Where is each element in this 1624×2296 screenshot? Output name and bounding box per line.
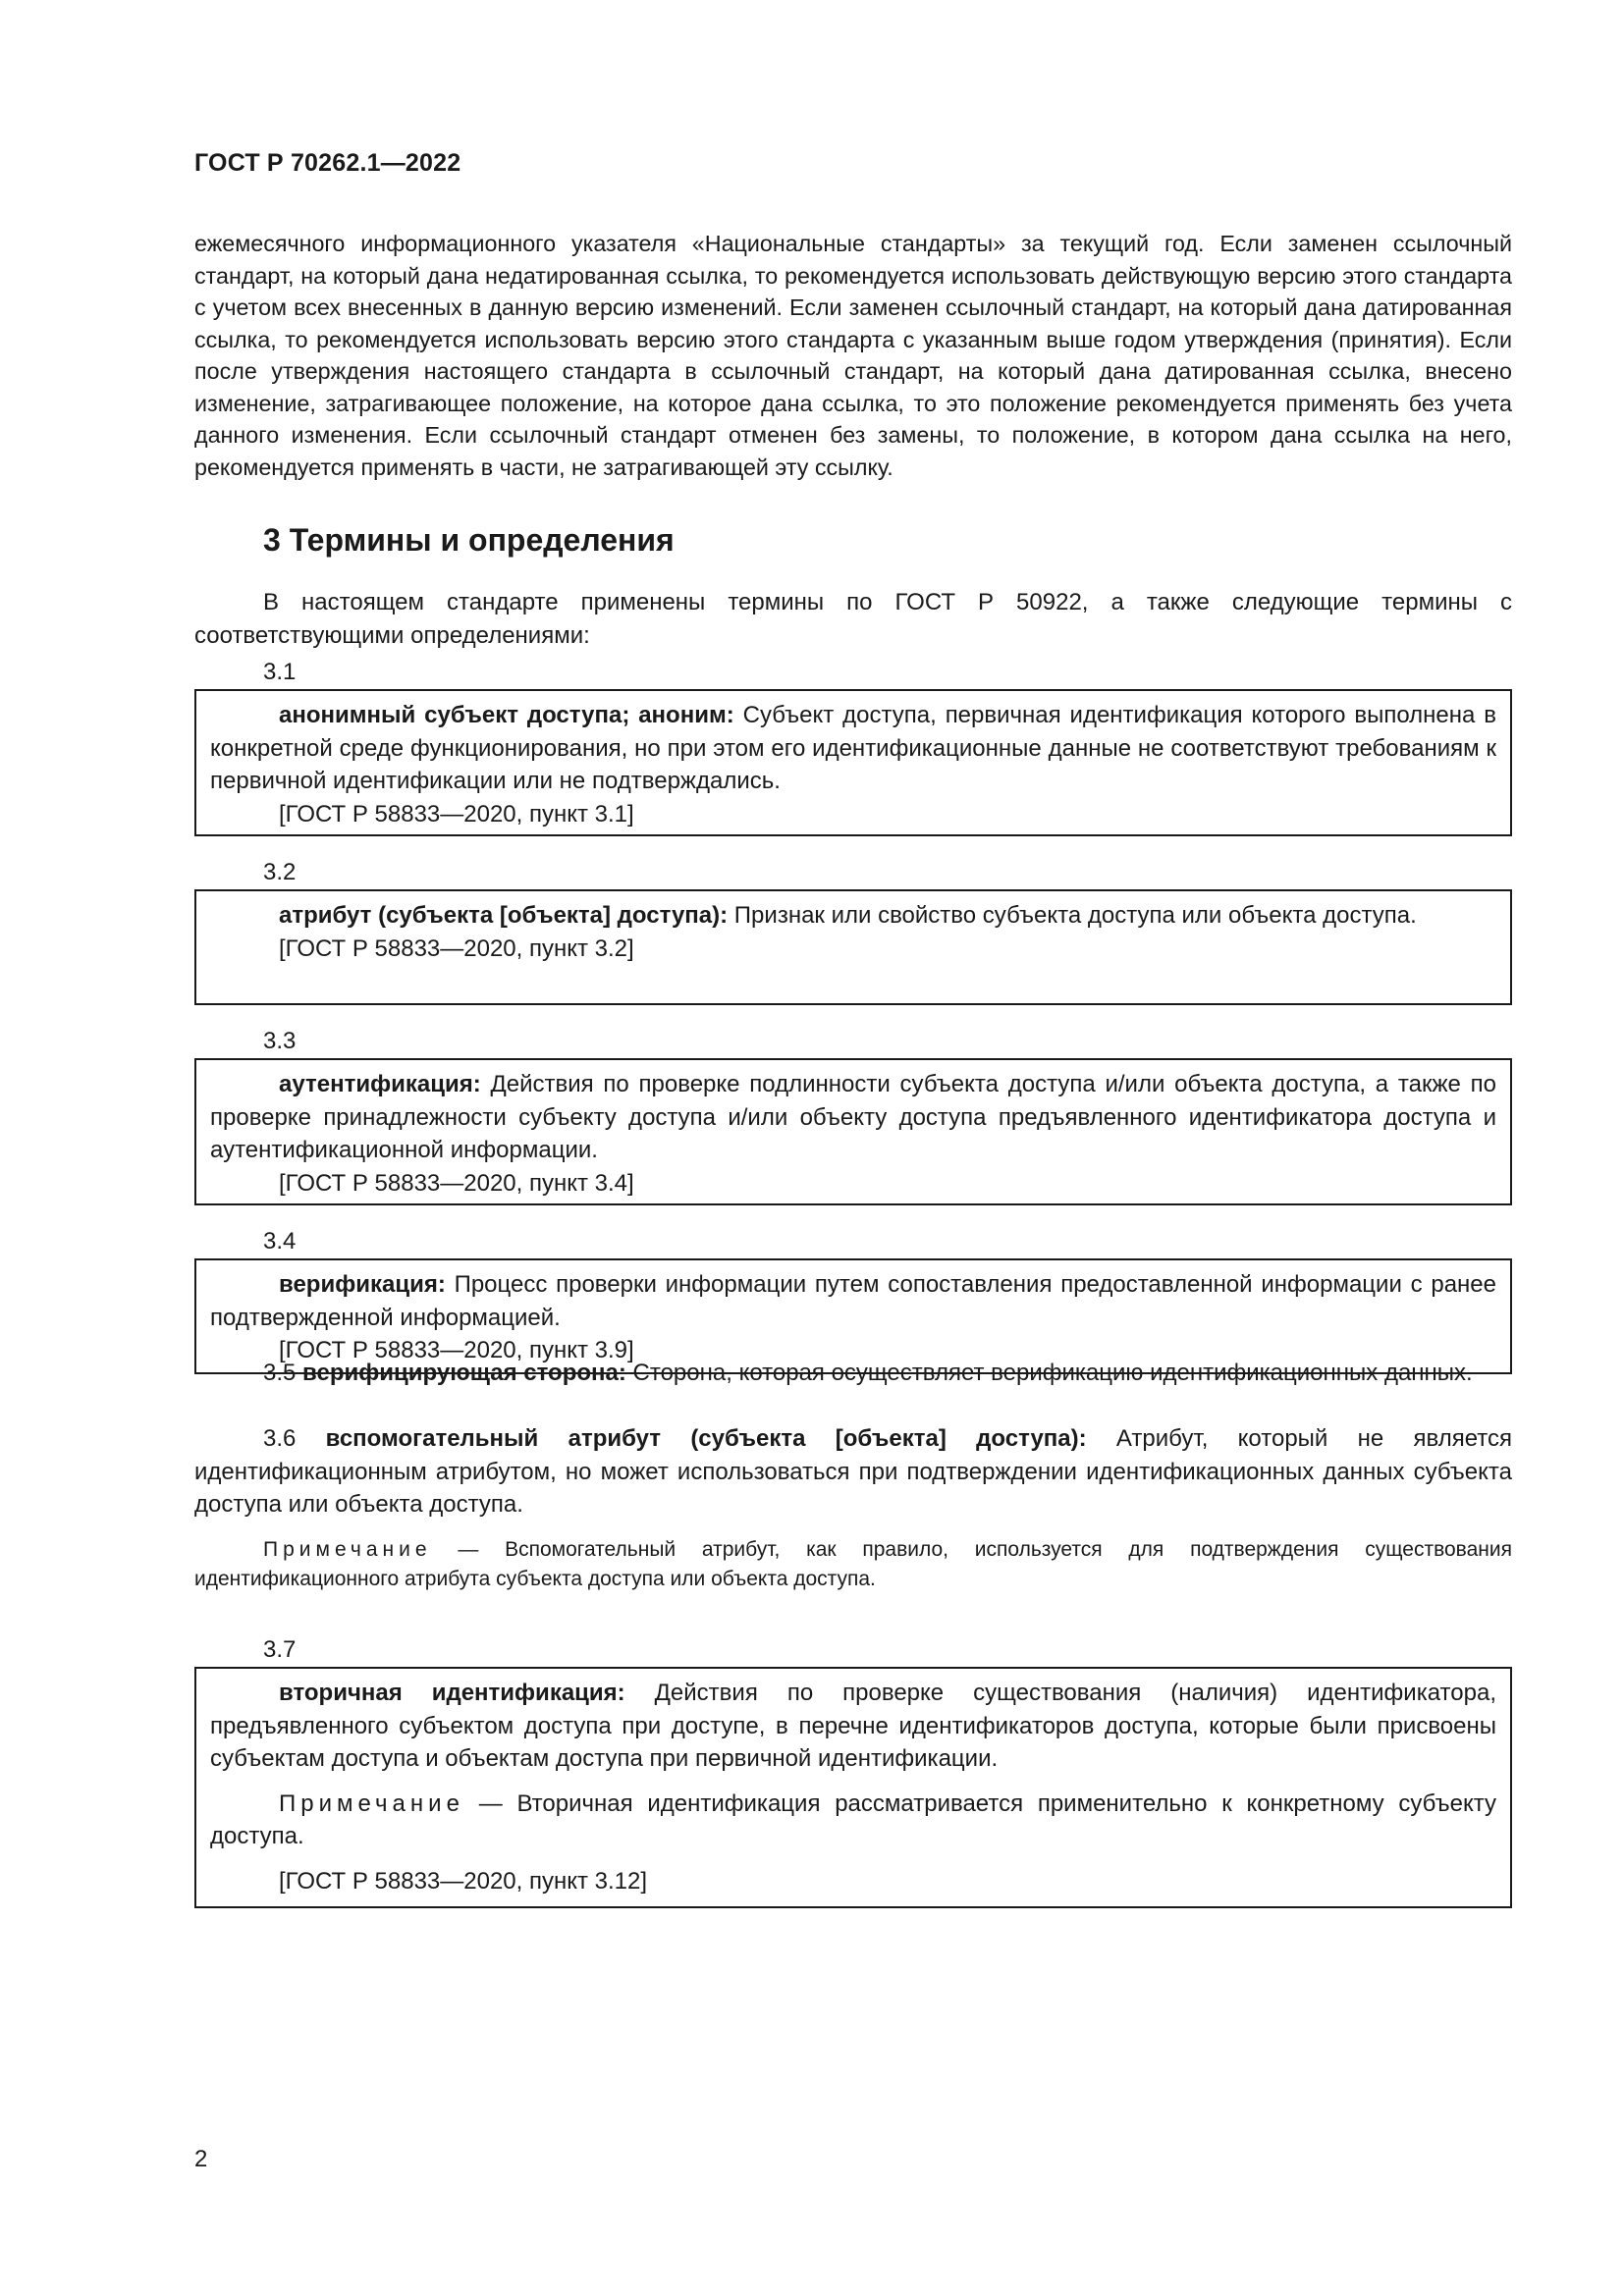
- document-header: ГОСТ Р 70262.1—2022: [194, 149, 461, 177]
- term-text: Атрибут, который не является идентификационным атрибутом, но может использоваться при подтверждении идентификационных данных субъекта доступа или объекта доступа.: [194, 1425, 1512, 1518]
- page-content: [194, 228, 1512, 1895]
- term-entry-3-6: [194, 1422, 1512, 1594]
- term-name: атрибут (субъекта [объекта] доступа):: [279, 902, 729, 929]
- term-reference: [ГОСТ Р 58833—2020, пункт 3.4]: [279, 1169, 634, 1197]
- term-number: 3.3: [263, 1028, 297, 1054]
- term-box: [194, 689, 1512, 836]
- term-name: верификация:: [279, 1271, 446, 1298]
- section-title: 3 Термины и определения: [263, 522, 675, 558]
- term-definition: [210, 1068, 1496, 1167]
- note-label: Примечание: [279, 1789, 464, 1817]
- term-name: анонимный субъект доступа; аноним:: [279, 702, 734, 728]
- term-text: Действия по проверке существования (наличия) идентификатора, предъявленного субъектом доступа при доступе, в перечне идентификаторов доступа, которые были присвоены субъектам доступа и объектам доступа при первичной идентификации.: [210, 1680, 1496, 1772]
- term-reference: [ГОСТ Р 58833—2020, пункт 3.12]: [279, 1867, 648, 1895]
- term-reference: [ГОСТ Р 58833—2020, пункт 3.1]: [279, 800, 634, 828]
- term-text: Признак или свойство субъекта доступа или объекта доступа.: [728, 902, 1417, 929]
- term-text: Процесс проверки информации путем сопоставления предоставленной информации с ранее подтвержденной информацией.: [210, 1271, 1496, 1331]
- term-definition: [210, 1677, 1496, 1776]
- term-box: [194, 1667, 1512, 1908]
- page-number: 2: [194, 2146, 208, 2172]
- section-lead: В настоящем стандарте применены термины по ГОСТ Р 50922, а также следующие термины с соответствующими определениями:: [194, 589, 1512, 649]
- term-note: [194, 1535, 1512, 1594]
- term-definition: [210, 899, 1496, 933]
- term-definition: [210, 699, 1496, 798]
- term-name: аутентификация:: [279, 1071, 481, 1097]
- term-reference: [ГОСТ Р 58833—2020, пункт 3.9]: [279, 1337, 634, 1363]
- note-text: — Вторичная идентификация рассматривается применительно к конкретному субъекту доступа.: [210, 1789, 1496, 1849]
- term-box: [194, 1058, 1512, 1205]
- term-definition: [194, 1357, 1512, 1390]
- intro-paragraph: ежемесячного информационного указателя «Национальные стандарты» за текущий год. Если заменен ссылочный стандарт, на который дана недатированная ссылка, то рекомендуется использовать действующую версию этого стандарта с учетом всех внесенных в данную версию изменений. Если заменен ссылочный стандарт, на который дана датированная ссылка, то рекомендуется использовать версию этого стандарта с указанным выше годом утверждения (принятия). Если после утверждения настоящего стандарта в ссылочный стандарт, на который дана датированная ссылка, внесено изменение, затрагивающее положение, на которое дана ссылка, то это положение рекомендуется применять без учета данного изменения. Если ссылочный стандарт отменен без замены, то положение, в котором дана ссылка на него, рекомендуется применять в части, не затрагивающей эту ссылку.: [194, 231, 1512, 480]
- term-text: Действия по проверке подлинности субъекта доступа и/или объекта доступа, а также по проверке принадлежности субъекту доступа и/или объекту доступа предъявленного идентификатора доступа и аутентификационной информации.: [210, 1071, 1496, 1163]
- term-entry-3-2: [194, 856, 1512, 1005]
- term-name: вспомогательный атрибут (субъекта [объекта] доступа):: [325, 1425, 1087, 1452]
- term-definition: [210, 1268, 1496, 1334]
- term-entry-3-3: [194, 1025, 1512, 1205]
- term-box: [194, 889, 1512, 1005]
- term-definition: [194, 1422, 1512, 1522]
- term-entry-3-1: [194, 656, 1512, 836]
- term-number: 3.2: [263, 859, 297, 885]
- term-number: 3.4: [263, 1228, 297, 1255]
- section-lead-block: [194, 586, 1512, 652]
- term-reference: [ГОСТ Р 58833—2020, пункт 3.2]: [279, 934, 634, 962]
- term-text: Субъект доступа, первичная идентификация которого выполнена в конкретной среде функционирования, но при этом его идентификационные данные не соответствуют требованиям к первичной идентификации или не подтверждались.: [210, 702, 1497, 794]
- term-name: вторичная идентификация:: [279, 1680, 625, 1706]
- term-entry-3-5: [194, 1357, 1512, 1390]
- term-text: Сторона, которая осуществляет верификацию идентификационных данных.: [625, 1360, 1473, 1386]
- term-number: 3.5: [263, 1360, 297, 1386]
- term-name: верифицирующая сторона:: [302, 1360, 626, 1386]
- term-number: 3.7: [263, 1636, 297, 1663]
- term-number: 3.1: [263, 659, 297, 685]
- note-text: — Вспомогательный атрибут, как правило, используется для подтверждения существования идентификационного атрибута субъекта доступа или объекта доступа.: [194, 1537, 1512, 1590]
- note-label: Примечание: [263, 1537, 432, 1561]
- term-entry-3-4: [194, 1225, 1512, 1374]
- term-note: [210, 1788, 1496, 1853]
- term-number: 3.6: [263, 1425, 297, 1452]
- term-entry-3-7: [194, 1633, 1512, 1908]
